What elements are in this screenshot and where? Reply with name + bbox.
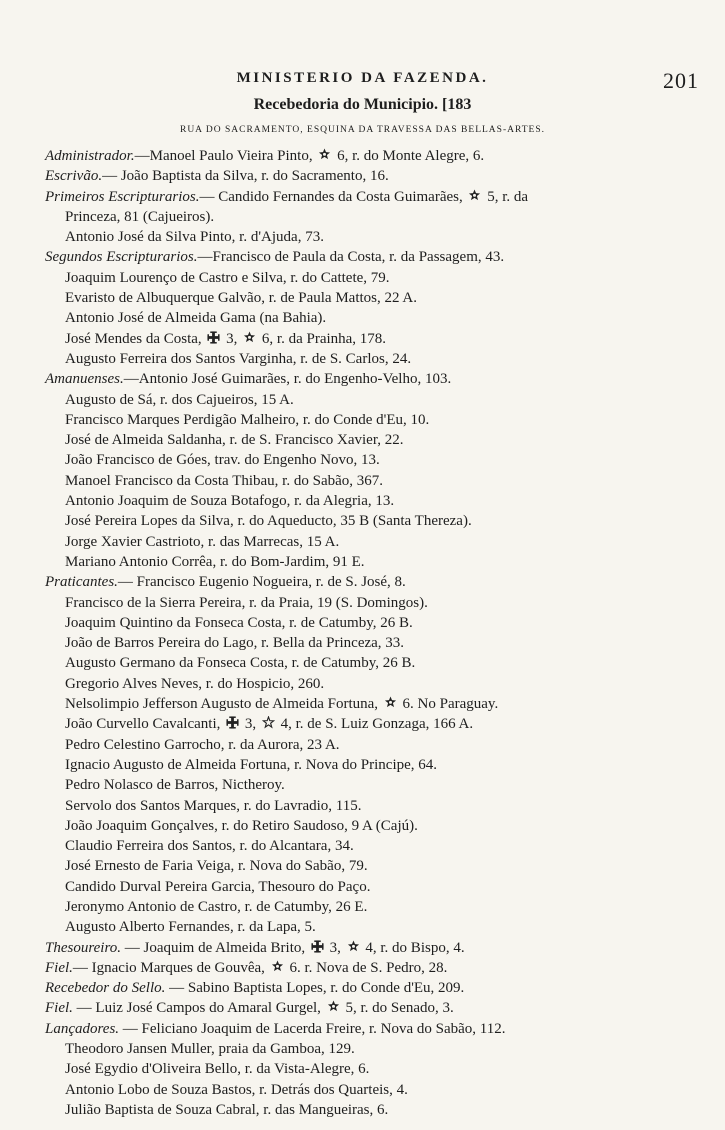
listing-line: [45, 633, 715, 653]
listing-line: [45, 998, 715, 1018]
entry-text: Antonio Lobo de Souza Bastos, r. Detrás dos Quarteis, 4.: [65, 1081, 408, 1098]
listing-line: [45, 613, 715, 633]
entry-text: 6, r. da Prainha, 178.: [258, 330, 387, 347]
entry-text: João Joaquim Gonçalves, r. do Retiro Saudoso, 9 A (Cajú).: [65, 817, 418, 834]
entry-text: Evaristo de Albuquerque Galvão, r. de Paula Mattos, 22 A.: [65, 290, 418, 307]
rose-order-icon: [271, 959, 284, 972]
role-label: Thesoureiro.: [45, 939, 121, 956]
entry-text: —Francisco de Paula da Costa, r. da Passagem, 43.: [197, 249, 505, 266]
listing-line: [45, 1019, 715, 1039]
listing-line: [45, 735, 715, 755]
listing-line: [45, 166, 715, 186]
rose-order-icon: [243, 330, 256, 343]
listing-line: [45, 471, 715, 491]
entry-text: Francisco de la Sierra Pereira, r. da Praia, 19 (S. Domingos).: [65, 594, 428, 611]
entry-text: Jeronymo Antonio de Castro, r. de Catumby, 26 E.: [65, 898, 368, 915]
listing-line: [45, 1100, 715, 1120]
entry-text: — Ignacio Marques de Gouvêa,: [72, 959, 269, 976]
entry-text: 6, r. do Monte Alegre, 6.: [333, 148, 485, 164]
entry-text: 3,: [325, 939, 345, 956]
entry-text: 4, r. do Bispo, 4.: [361, 939, 465, 956]
entry-text: Pedro Celestino Garrocho, r. da Aurora, 23 A.: [65, 736, 340, 753]
listing-line: [45, 410, 715, 430]
entry-text: 3,: [222, 330, 242, 347]
staff-listing: [45, 146, 715, 1120]
listing-line: [45, 593, 715, 613]
entry-text: Princeza, 81 (Cajueiros).: [65, 208, 215, 225]
entry-text: Antonio José de Almeida Gama (na Bahia).: [65, 310, 327, 327]
listing-line: [45, 552, 715, 572]
role-label: Segundos Escripturarios.: [45, 249, 198, 266]
listing-line: [45, 938, 715, 958]
entry-text: — Candido Fernandes da Costa Guimarães,: [199, 188, 467, 205]
listing-line: [45, 1039, 715, 1059]
entry-text: Antonio José da Silva Pinto, r. d'Ajuda, 73.: [65, 229, 324, 246]
entry-text: João Curvello Cavalcanti,: [65, 716, 225, 733]
listing-line: [45, 694, 715, 714]
role-label: Recebedor do Sello.: [45, 980, 166, 997]
listing-line: [45, 877, 715, 897]
rose-order-icon: [318, 147, 331, 160]
listing-line: [45, 187, 715, 207]
listing-line: [45, 958, 715, 978]
entry-text: 6. No Paraguay.: [398, 696, 499, 713]
listing-line: [45, 430, 715, 450]
star-order-icon: [262, 715, 275, 728]
entry-text: Francisco Marques Perdigão Malheiro, r. do Conde d'Eu, 10.: [65, 411, 430, 428]
cross-order-icon: [226, 715, 239, 728]
role-label: Primeiros Escripturarios.: [45, 188, 200, 205]
listing-line: [45, 653, 715, 673]
entry-text: Manoel Francisco da Costa Thibau, r. do Sabão, 367.: [65, 472, 384, 489]
role-label: Praticantes.: [45, 574, 118, 591]
entry-text: 6. r. Nova de S. Pedro, 28.: [285, 959, 448, 976]
entry-text: Augusto Alberto Fernandes, r. da Lapa, 5.: [65, 919, 316, 936]
role-label: Escrivão.: [45, 168, 103, 185]
entry-text: Joaquim Lourenço de Castro e Silva, r. do Cattete, 79.: [65, 269, 390, 286]
entry-text: José Pereira Lopes da Silva, r. do Aqueducto, 35 B (Santa Thereza).: [65, 513, 472, 530]
entry-text: — Sabino Baptista Lopes, r. do Conde d'Eu, 209.: [165, 980, 465, 997]
listing-line: [45, 1080, 715, 1100]
entry-text: Mariano Antonio Corrêa, r. do Bom-Jardim, 91 E.: [65, 553, 365, 570]
listing-line: [45, 146, 715, 166]
rose-order-icon: [327, 999, 340, 1012]
listing-line: [45, 511, 715, 531]
listing-line: [45, 856, 715, 876]
entry-text: —Manoel Paulo Vieira Pinto,: [134, 148, 317, 164]
running-title: MINISTERIO DA FAZENDA.: [236, 70, 489, 86]
entry-text: — Feliciano Joaquim de Lacerda Freire, r. Nova do Sabão, 112.: [119, 1020, 506, 1037]
listing-line: [45, 288, 715, 308]
listing-line: [45, 450, 715, 470]
listing-line: [45, 714, 715, 734]
entry-text: — Francisco Eugenio Nogueira, r. de S. José, 8.: [117, 574, 406, 591]
entry-text: José de Almeida Saldanha, r. de S. Francisco Xavier, 22.: [65, 432, 404, 449]
listing-line: [45, 978, 715, 998]
listing-line: [45, 816, 715, 836]
role-label: Fiel.: [45, 959, 73, 976]
entry-text: José Ernesto de Faria Veiga, r. Nova do Sabão, 79.: [65, 858, 368, 875]
cross-order-icon: [207, 330, 220, 343]
entry-text: José Mendes da Costa,: [65, 330, 206, 347]
entry-text: Antonio Joaquim de Souza Botafogo, r. da Alegria, 13.: [65, 493, 395, 510]
rose-order-icon: [384, 695, 397, 708]
entry-text: 3,: [241, 716, 260, 733]
listing-line: [45, 247, 715, 267]
page-header: [0, 70, 725, 96]
office-title: Recebedoria do Municipio. [183: [253, 96, 472, 113]
rose-order-icon: [468, 188, 481, 201]
page-number: 201: [663, 68, 699, 93]
listing-line: [45, 897, 715, 917]
entry-text: 5, r. da: [483, 188, 529, 205]
entry-text: Claudio Ferreira dos Santos, r. do Alcantara, 34.: [65, 838, 354, 855]
entry-text: Servolo dos Santos Marques, r. do Lavradio, 115.: [65, 797, 362, 814]
listing-line: [45, 329, 715, 349]
entry-text: Jorge Xavier Castrioto, r. das Marrecas, 15 A.: [65, 533, 340, 550]
entry-text: 4, r. de S. Luiz Gonzaga, 166 A.: [276, 716, 474, 733]
entry-text: João de Barros Pereira do Lago, r. Bella da Princeza, 33.: [65, 635, 405, 652]
role-label: Fiel.: [45, 1000, 73, 1017]
entry-text: José Egydio d'Oliveira Bello, r. da Vista-Alegre, 6.: [65, 1061, 370, 1078]
entry-text: Pedro Nolasco de Barros, Nictheroy.: [65, 777, 285, 794]
office-address: RUA DO SACRAMENTO, ESQUINA DA TRAVESSA DAS BELLAS-ARTES.: [179, 125, 546, 135]
entry-text: Gregorio Alves Neves, r. do Hospicio, 260.: [65, 675, 325, 692]
entry-text: 5, r. do Senado, 3.: [341, 1000, 454, 1017]
listing-line: [45, 917, 715, 937]
entry-text: Julião Baptista de Souza Cabral, r. das Mangueiras, 6.: [65, 1101, 389, 1118]
entry-text: Augusto Germano da Fonseca Costa, r. de Catumby, 26 B.: [65, 655, 416, 672]
listing-line: [45, 308, 715, 328]
role-label: Administrador.: [45, 148, 135, 164]
entry-text: Nelsolimpio Jefferson Augusto de Almeida Fortuna,: [65, 696, 382, 713]
listing-line: [45, 207, 715, 227]
entry-text: Candido Durval Pereira Garcia, Thesouro do Paço.: [65, 878, 371, 895]
entry-text: Theodoro Jansen Muller, praia da Gamboa, 129.: [65, 1041, 355, 1058]
listing-line: [45, 796, 715, 816]
role-label: Amanuenses.: [45, 371, 124, 388]
listing-line: [45, 572, 715, 592]
listing-line: [45, 268, 715, 288]
entry-text: Augusto Ferreira dos Santos Varginha, r. de S. Carlos, 24.: [65, 350, 412, 367]
rose-order-icon: [347, 939, 360, 952]
role-label: Lançadores.: [45, 1020, 120, 1037]
listing-line: [45, 227, 715, 247]
cross-order-icon: [311, 939, 324, 952]
entry-text: —Antonio José Guimarães, r. do Engenho-Velho, 103.: [123, 371, 452, 388]
listing-line: [45, 674, 715, 694]
entry-text: — Luiz José Campos do Amaral Gurgel,: [72, 1000, 325, 1017]
listing-line: [45, 532, 715, 552]
listing-line: [45, 836, 715, 856]
entry-text: Ignacio Augusto de Almeida Fortuna, r. Nova do Principe, 64.: [65, 756, 438, 773]
entry-text: — Joaquim de Almeida Brito,: [120, 939, 309, 956]
listing-line: [45, 369, 715, 389]
entry-text: Joaquim Quintino da Fonseca Costa, r. de Catumby, 26 B.: [65, 614, 413, 631]
listing-line: [45, 390, 715, 410]
listing-line: [45, 491, 715, 511]
entry-text: João Francisco de Góes, trav. do Engenho Novo, 13.: [65, 452, 380, 469]
entry-text: — João Baptista da Silva, r. do Sacramento, 16.: [102, 168, 389, 185]
listing-line: [45, 1059, 715, 1079]
entry-text: Augusto de Sá, r. dos Cajueiros, 15 A.: [65, 391, 294, 408]
listing-line: [45, 755, 715, 775]
listing-line: [45, 349, 715, 369]
listing-line: [45, 775, 715, 795]
